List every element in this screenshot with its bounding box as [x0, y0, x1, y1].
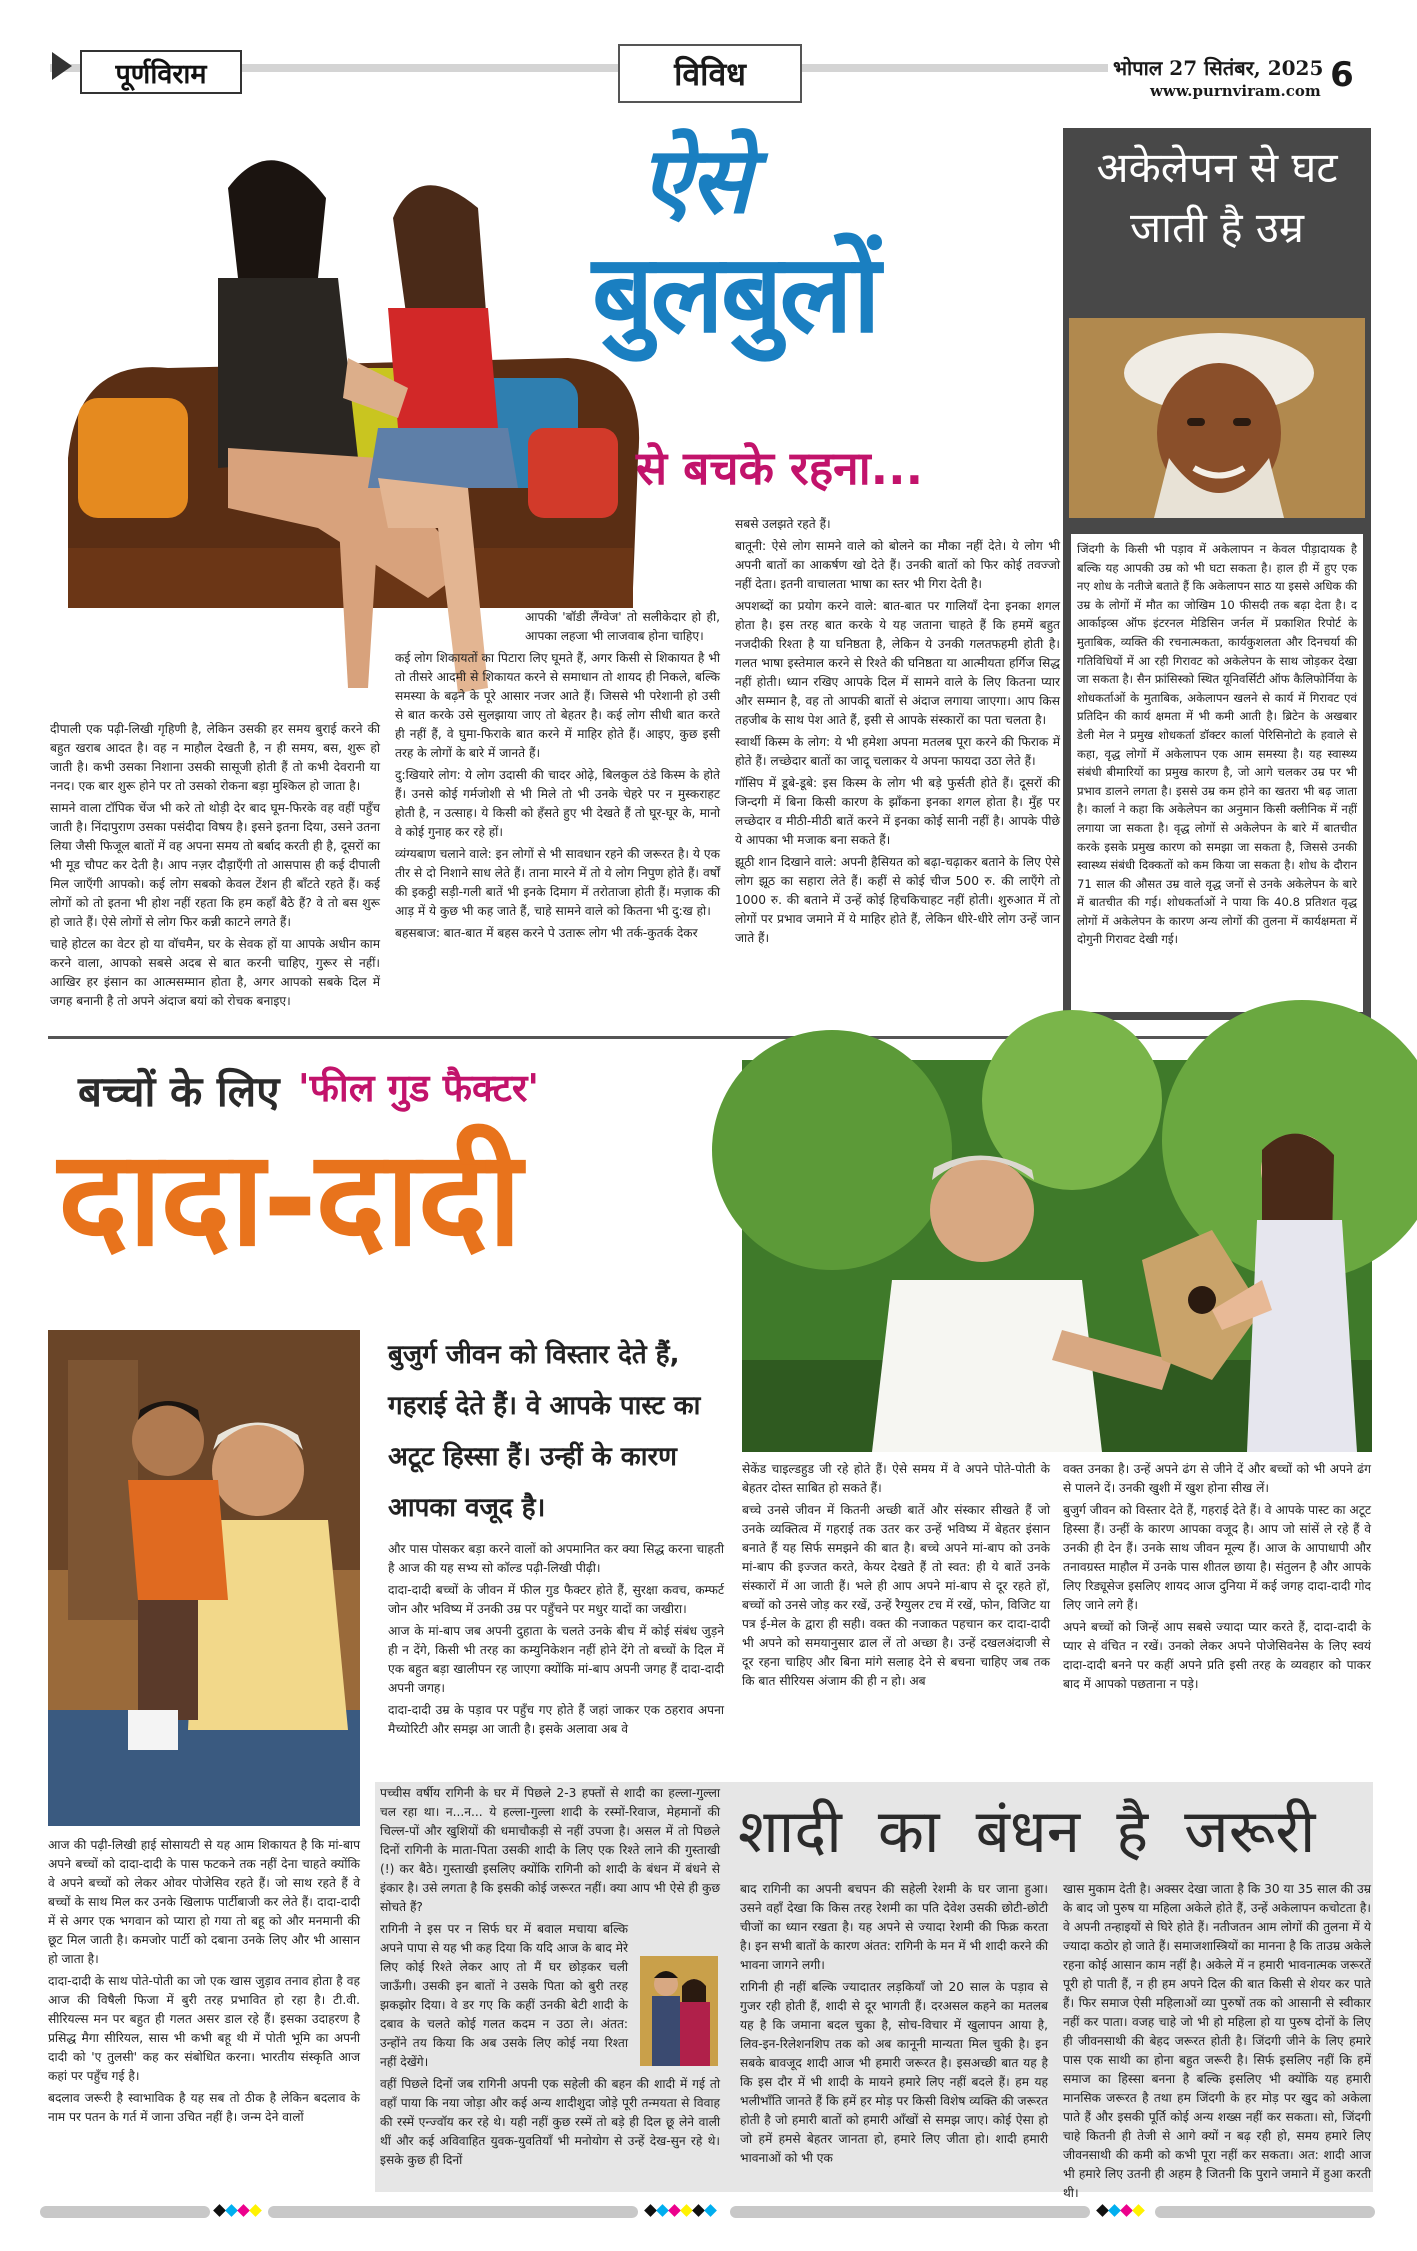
article1-column-3 [735, 515, 1060, 1056]
article4-intro-para: वहीं पिछले दिनों जब रागिनी अपनी एक सहेली की बहन की शादी में गई तो वहाँ पाया कि नया जोड़ा और कई अन्य शादीशुदा जोड़े पूरी तन्मयता से विवाह की रस्में एन्ज्वॉय कर रहे थे। यही नहीं कुछ रस्में तो बड़े ही दिल छू लेने वाली थीं और कई अविवाहित युवक-युवतियाँ भी मनोयोग से उन्हें देख-सुन रहे थे। इसके कुछ ही दिनों [380, 2077, 720, 2167]
article1-col3-para: झूठी शान दिखाने वाले: अपनी हैसियत को बढ़ा-चढ़ाकर बताने के लिए ऐसे लोग झूठ का सहारा लेते हैं। कहीं से कोई चीज 500 रु. की लाएँगे तो 1000 रु. की बताने में उन्हें कोई हिचकिचाहट नहीं होती। शुरुआत में तो लोगों पर प्रभाव जमाने में ये माहिर होते हैं, लेकिन धीरे-धीरे लोग उन्हें जान जाते हैं। [735, 855, 1060, 945]
article1-col2-para: कई लोग शिकायतों का पिटारा लिए घूमते हैं, अगर किसी से शिकायत है भी तो तीसरे आदमी से शिकायत करने से समाधान तो शायद ही निकले, बल्कि समस्या के बढ़ने के पूरे आसार नजर आते हैं। जिससे भी परेशानी हो उसी से बात करके उसे सुलझाया जाए तो बेहतर है। कई लोग सीधी बात करते ही नहीं हैं, वे घुमा-फिराके बात करने में माहिर होते हैं। आइए, कुछ इसी तरह के लोगों के बारे में जानते हैं। [395, 651, 720, 760]
bulbul-title-line2: बुलबुलों [592, 232, 878, 357]
article3-cola-para: और पास पोसकर बड़ा करने वालों को अपमानित कर क्या सिद्ध करना चाहती है आज की यह सभ्य सो कॉल्ड पढ़ी-लिखी पीढ़ी। [388, 1542, 724, 1575]
article3-colb-para: बच्चे उनसे जीवन में कितनी अच्छी बातें और संस्कार सीखते हैं जो उनके व्यक्तित्व में गहराई तक उतर कर उन्हें भविष्य में बेहतर इंसान बनाते हैं यह सिर्फ समझने की बात है। बच्चे अपने मां-बाप को उनके मां-बाप की इज्जत करते, केयर देखते हैं तो स्वत: ही ये बातें उनके संस्कारों में आ जाती हैं। भले ही आप अपने मां-बाप से दूर रहते हों, बच्चों को उनसे जोड़ कर रखें, उन्हें रैग्युलर टच में रखें, फोन, विजिट या पत्र ई-मेल के द्वारा ही सही। वक्त की नजाकत पहचान कर दादा-दादी भी अपने को समयानुसार ढाल लें तो अच्छा है। उन्हें दखलअंदाजी से दूर रहना चाहिए और बिना मांगे सलाह देने से बचना चाहिए जब तक कि बात सीरियस अंजाम की ही न हो। अब [742, 1503, 1050, 1688]
article1-col2-para: व्यंग्यबाण चलाने वाले: इन लोगों से भी सावधान रहने की जरूरत है। ये एक तीर से दो निशाने साध लेते हैं। ताना मारने में तो ये लोग निपुण होते हैं। वर्षों की इकट्ठी सड़ी-गली बातें भी इनके दिमाग में तरोताजा होती हैं। मज़ाक की आड़ में ये कुछ भी कह जाते हैं, चाहे सामने वाले को कितना भी दु:ख हो। [395, 847, 720, 918]
article3-column-left [48, 1836, 360, 2192]
article1-column-1 [50, 720, 380, 1056]
marriage-title: शादी का बंधन है जरूरी [738, 1797, 1316, 1867]
article3-colc-para: अपने बच्चों को जिन्हें आप सबसे ज्यादा प्यार करते हैं, दादा-दादी के प्यार से वंचित न रखें। उनको लेकर अपने पोजेसिवनेस के लिए स्वयं दादा-दादी बनने पर कहीं अपने प्रति इसी तरह के व्यवहार को पाकर बाद में आपको पछताना न पड़े। [1063, 1620, 1371, 1691]
article1-col2-para: आपकी 'बॉडी लैंग्वेज' तो सलीकेदार हो ही, आपका लहजा भी लाजवाब होना चाहिए। [525, 610, 720, 643]
article1-col1-para: सामने वाला टॉपिक चेंज भी करे तो थोड़ी देर बाद घूम-फिरके वह वहीं पहुँच जाती है। निंदापुराण उसका पसंदीदा विषय है। इसने इतना दिया, उसने उतना लिया जैसी फिजूल बातों में वह अपना समय तो बर्बाद करती ही है, दूसरों का भी मूड चौपट कर देती है। आप नज़र दौड़ाएँगी तो आसपास ही कई दीपाली मिल जाएँगी आपको। कई लोग सबको केवल टेंशन ही बाँटते रहते हैं। कई लोगों को तो इतना भी होश नहीं रहता कि हम कहाँ बैठे हैं? वे तो बस शुरू हो जाते हैं। ऐसे लोगों से लोग फिर कन्नी काटने लगते हैं। [50, 801, 380, 929]
grandparents-pretitle: बच्चों के लिए [78, 1067, 280, 1116]
article3-colleft-para: आज की पढ़ी-लिखी हाई सोसायटी से यह आम शिकायत है कि मां-बाप अपने बच्चों को दादा-दादी के पास फटकने तक नहीं देना चाहते क्योंकि वे अपने बच्चों को लेकर ओवर पोजेसिव रहते हैं। जो साथ रहते हैं वे बच्चों के साथ मिल कर उनके खिलाफ पार्टीबाजी कर लेते हैं। दादा-दादी में से अगर एक भगवान को प्यारा हो गया तो बहू को और मनमानी की छूट मिल जाती है। कमजोर पार्टी को दबाना उनके लिए और भी आसान हो जाता है। [48, 1838, 360, 1966]
article4-colc-para: खास मुकाम देती है। अक्सर देखा जाता है कि 30 या 35 साल की उम्र के बाद जो पुरुष या महिला अकेले होते हैं, उन्हें अकेलापन कचोटता है। वे अपनी तन्हाइयों से घिरे होते हैं। नतीजतन आम लोगों की तुलना में ये ज्यादा कठोर हो जाते हैं। समाजशास्त्रियों का मानना है कि ताउम्र अकेले रहना कोई आसान काम नहीं है। अकेले में न हमारी भावनात्मक जरूरतें पूरी हो पाती हैं, न ही हम अपने दिल की बात किसी से शेयर कर पाते हैं। फिर समाज ऐसी महिलाओं व्या पुरुषों तक को आसानी से स्वीकार नहीं कर पाता। वजह चाहे जो भी हो महिला हो या पुरुष दोनों के लिए ही जीवनसाथी की बेहद जरूरत होती है। जिंदगी जीने के लिए हमारे पास एक साथी का होना बहुत जरूरी है। सिर्फ इसलिए नहीं कि हमें समाज का हिस्सा बनना है बल्कि इसलिए भी क्योंकि यह हमारी मानसिक जरूरत है तथा हम जिंदगी के हर मोड़ पर खुद को अकेला पाते हैं और इसकी पूर्ति कोई अन्य शख्स नहीं कर सकता। सो, जिंदगी चाहे कितनी ही तेजी से आगे क्यों न बढ़ रही हो, समय हमारे लिए जीवनसाथी की कमी को कभी पूरा नहीं कर सकता। अत: शादी आज भी हमारे लिए उतनी ही अहम है जितनी कि पुराने जमाने में हुआ करती थी। [1063, 1882, 1371, 2200]
article1-col1-para: चाहे होटल का वेटर हो या वॉचमैन, घर के सेवक हों या आपके अधीन काम करने वाला, आपको सबसे अदब से बात करनी चाहिए, गुरूर से नहीं। आखिर हर इंसान का आत्मसम्मान होता है, अगर आपको सबके दिल में जगह बनानी है तो अपने अंदाज बयां को रोचक बनाइए। [50, 937, 380, 1008]
article3-cola-para: आज के मां-बाप जब अपनी दुहाता के चलते उनके बीच में कोई संबंध जुड़ने ही न देंगे, किसी भी तरह का कम्युनिकेशन नहीं होने देंगे तो बच्चों के दिल में एक बहुत बड़ा खालीपन रह जाएगा क्योंकि मां-बाप अपनी जगह हैं दादा-दादी अपनी जगह। [388, 1624, 724, 1695]
article1-col2-para: बहसबाज: बात-बात में बहस करने पे उतारू लोग भी तर्क-कुतर्क देकर [395, 926, 698, 940]
article1-col3-para: गॉसिप में डूबे-डूबे: इस किस्म के लोग भी बड़े फुर्सती होते हैं। दूसरों की जिन्दगी में बिना किसी कारण के झाँकना इनका शगल होता है। मुँह पर लच्छेदार व मीठी-मीठी बातें करने में इनका कोई सानी नहीं है। आपके पीछे ये आपका भी मजाक बना सकते हैं। [735, 776, 1060, 847]
masthead-logo[interactable]: पूर्णविराम [80, 50, 242, 94]
article4-colb-para: रागिनी ही नहीं बल्कि ज्यादातर लड़कियाँ जो 20 साल के पड़ाव से गुजर रही होती हैं, शादी से दूर भागती हैं। दरअसल कहने का मतलब यह है कि जमाना बदल चुका है, सोच-विचार में खुलापन आया है, लिव-इन-रिलेशनशिप तक को अब कानूनी मान्यता मिल चुकी है। इन सबके बावजूद शादी आज भी हमारी जरूरत है। इसअच्छी बात यह है कि इस दौर में भी शादी के मायने हमारे लिए नहीं बदले हैं। हम यह भलीभाँति जानते हैं कि हमें हर मोड़ पर किसी विशेष व्यक्ति की जरूरत होती है जो हमारी बातों को हमारी आँखों से समझ जाए। कोई ऐसा हो जो हमें हमसे बेहतर जानता हो, हमारे लिए जीता हो। शादी हमारी भावनाओं को भी एक [740, 1980, 1048, 2165]
registration-marks [1098, 2204, 1146, 2218]
footer-bar [268, 2206, 638, 2218]
article3-column-b [742, 1460, 1050, 1778]
section-divider [48, 1036, 1373, 1039]
article1-col3-para: अपशब्दों का प्रयोग करने वाले: बात-बात पर गालियाँ देना इनका शगल होता है। इस तरह बात करके ये यह जताना चाहते हैं कि हममें बहुत नजदीकी रिश्ता है या घनिष्ठता है, लेकिन ये उनकी गलतफहमी होती है। गलत भाषा इस्तेमाल करने से रिश्ते की घनिष्ठता या आत्मीयता हर्गिज सिद्ध नहीं होती। ध्यान रखिए आपके दिल में सामने वाले के लिए कितना प्यार और सम्मान है, वह तो आपकी बातों से अंदाज लगाया जाएगा। आप किस तहजीब के साथ पेश आते हैं, इसी से आपके संस्कारों का पता चलता है। [735, 599, 1060, 727]
article3-colleft-para: बदलाव जरूरी है स्वाभाविक है यह सब तो ठीक है लेकिन बदलाव के नाम पर पतन के गर्त में जाना उचित नहीं है। जन्म देने वालों [48, 2091, 360, 2124]
article3-column-c [1063, 1460, 1371, 1778]
article3-cola-para: दादा-दादी बच्चों के जीवन में फील गुड फैक्टर होते हैं, सुरक्षा कवच, कम्फर्ट जोन और भविष्य में उनकी उम्र पर पहुँचने पर मधुर यादों का जखीरा। [388, 1583, 724, 1616]
article3-colleft-para: दादा-दादी के साथ पोते-पोती का जो एक खास जुड़ाव तनाव होता है वह आज की विषैली फिजा में बुरी तरह प्रभावित हो रहा है। टी.वी. सीरियल्स मन पर बहुत ही गलत असर डाल रहे हैं। इसका उदाहरण है प्रसिद्ध मैगा सीरियल, सास भी कभी बहू थी में पोती भूमि का अपनी दादी को 'ए तुलसी' कह कर संबोधित करना। भारतीय संस्कृति आज कहां पर पहुँच गई है। [48, 1974, 360, 2083]
loneliness-title: अकेलेपन से घट जाती है उम्र [1096, 143, 1338, 252]
edition-date: भोपाल 27 सितंबर, 2025 [1113, 56, 1324, 80]
masthead-ornament-icon [52, 52, 72, 80]
article4-colb-para: बाद रागिनी का अपनी बचपन की सहेली रेशमी के घर जाना हुआ। उसने वहाँ देखा कि किस तरह रेशमी का पति देवेश उसकी छोटी-छोटी चीजों का ध्यान रखता है। यह अपने से ज्यादा रेशमी की फिक्र करता है। इन सभी बातों के कारण अंतत: रागिनी के मन में भी शादी करने की भावना जागने लगी। [740, 1882, 1048, 1972]
old-man-portrait-photo [1069, 318, 1365, 518]
article1-col1-para: दीपाली एक पढ़ी-लिखी गृहिणी है, लेकिन उसकी हर समय बुराई करने की बहुत खराब आदत है। वह न माहौल देखती है, न ही समय, बस, शुरू हो जाती है। कभी उसका निशाना उसकी सासूजी होती हैं तो कभी देवरानी या ननद। एक बार शुरू होने पर तो उसको रोकना बड़ा मुश्किल हो जाता है। [50, 722, 380, 793]
article3-colb-para: सेकेंड चाइल्डहुड जी रहे होते हैं। ऐसे समय में वे अपने पोते-पोती के बेहतर दोस्त साबित हो सकते हैं। [742, 1462, 1050, 1495]
site-url[interactable]: www.purnviram.com [1150, 82, 1321, 100]
grandparents-pullquote: बुजुर्ग जीवन को विस्तार देते हैं, गहराई देते हैं। वे आपके पास्ट का अटूट हिस्सा हैं। उन्हीं के कारण आपका वजूद है। [388, 1340, 701, 1523]
grandparents-tag: 'फील गुड फैक्टर' [298, 1065, 540, 1110]
grandparents-title: दादा-दादी [58, 1122, 520, 1276]
footer-bar [1155, 2206, 1375, 2218]
article4-intro-para: पच्चीस वर्षीय रागिनी के घर में पिछले 2-3 हफ्तों से शादी का हल्ला-गुल्ला चल रहा था। न...न... ये हल्ला-गुल्ला शादी के रस्मों-रिवाज, मेहमानों की चिल्ल-पों और खुशियों की धमाचौकड़ी से नहीं उपजा है। असल में तो पिछले दिनों रागिनी के माता-पिता उसकी शादी के लिए एक रिश्ते लाने की गुस्ताखी (!) कर बैठे। गुस्ताखी इसलिए क्योंकि रागिनी को शादी के बंधन में बंधने से इंकार है। उसे लगता है कि इसकी कोई जरूरत नहीं। क्या आप भी ऐसे ही कुछ सोचते हैं? [380, 1786, 720, 1914]
page-number: 6 [1330, 55, 1354, 95]
loneliness-box [1063, 128, 1371, 1020]
footer-bar [730, 2206, 1090, 2218]
article1-col2-para: दु:खियारे लोग: ये लोग उदासी की चादर ओढ़े, बिलकुल ठंडे किस्म के होते हैं। उनसे कोई गर्मजोशी से भी मिले तो भी उनके चेहरे पर न मुस्कराहट होती है, न उत्साह। ये किसी को हँसते हुए भी देखते हैं तो घूर-घूर के, मानो वे कोई गुनाह कर रहे हों। [395, 768, 720, 839]
loneliness-body: जिंदगी के किसी भी पड़ाव में अकेलापन न केवल पीड़ादायक है बल्कि यह आपकी उम्र को भी घटा सकता है। हाल ही में हुए एक नए शोध के नतीजे बताते हैं कि अकेलापन साठ या इससे अधिक की उम्र के लोगों में मौत का जोखिम 10 फीसदी तक बढ़ा देता है। द आर्काइव्स ऑफ इंटरनल मेडिसिन जर्नल में प्रकाशित रिपोर्ट के मुताबिक, व्यक्ति की रचनात्मकता, कार्यकुशलता और दिनचर्या की गतिविधियों में आ रही गिरावट को अकेलेपन के साथ जोड़कर देखा जा सकता है। सैन फ्रांसिस्को स्थित यूनिवर्सिटी ऑफ कैलिफोर्निया के शोधकर्ताओं के मुताबिक, अकेलापन खलने से कार्य में गिरावट एवं प्रतिदिन की कार्य क्षमता में भी कमी आती है। ब्रिटेन के अखबार डेली मेल ने प्रमुख शोधकर्ता डॉक्टर कार्ला पेरिसिनोटो के हवाले से कहा, वृद्ध लोगों में अकेलापन एक आम समस्या है। यह स्वास्थ्य संबंधी बीमारियों का प्रमुख कारण है, जो आगे चलकर उम्र पर भी प्रभाव डालने लगता है। इससे उम्र कम होने का खतरा भी बढ़ जाता है। कार्ला ने कहा कि अकेलेपन का अनुमान किसी क्लीनिक में नहीं लगाया जा सकता है। वृद्ध लोगों से अकेलेपन के बारे में बातचीत करके इसके प्रमुख कारण को समझा जा सकता है, जिससे उनकी स्वास्थ्य संबंधी दिक्कतों को कम किया जा सकता है। शोध के दौरान 71 साल की औसत उम्र वाले वृद्ध जनों से उनके अकेलेपन के बारे में बातचीत की गई। शोधकर्ताओं ने पाया कि 40.8 प्रतिशत वृद्ध लोगों में अकेलेपन के कारण अन्य लोगों की तुलना में कार्यक्षमता में दोगुनी गिरावट देखी गई। [1071, 534, 1363, 1012]
article4-intro-para: रागिनी ने इस पर न सिर्फ घर में बवाल मचाया बल्कि अपने पापा से यह भी कह दिया कि यदि आज के बाद मेरे लिए कोई रिश्ते लेकर आए तो मैं घर छोड़कर चली जाऊँगी। उसकी इन बातों ने उसके पिता को बुरी तरह झकझोर दिया। वे डर गए कि कहीं उनकी बेटी शादी के दबाव के चलते कोई गलत कदम न उठा ले। अंतत: उन्होंने तय किया कि अब उसके लिए कोई नया रिश्ता नहीं देखेंगे। [380, 1922, 628, 2069]
article3-cola-para: दादा-दादी उम्र के पड़ाव पर पहुँच गए होते हैं जहां जाकर एक ठहराव अपना मैच्योरिटी और समझ आ जाती है। इसके अलावा अब वे [388, 1703, 724, 1736]
article1-col3-para: बातूनी: ऐसे लोग सामने वाले को बोलने का मौका नहीं देते। ये लोग भी अपनी बातों का आकर्षण खो देते हैं। उनकी बातों को फिर कोई तवज्जो नहीं देता। इतनी वाचालता भाषा का स्तर भी गिरा देती है। [735, 539, 1060, 591]
article3-colc-para: वक्त उनका है। उन्हें अपने ढंग से जीने दें और बच्चों को भी अपने ढंग से पालने दें। उनकी खुशी में खुश होना सीख लें। [1063, 1462, 1371, 1495]
section-title: विविध [618, 44, 802, 103]
bulbul-title-line3: से बचके रहना... [636, 441, 924, 495]
article4-column-c [1063, 1880, 1371, 2200]
footer-bar [40, 2206, 210, 2218]
wedding-couple-photo [640, 1956, 718, 2066]
article1-col3-para: स्वार्थी किस्म के लोग: ये भी हमेशा अपना मतलब पूरा करने की फिराक में होते हैं। लच्छेदार बातों का जादू चलाकर ये अपना फायदा उठा लेते हैं। [735, 735, 1060, 768]
bulbul-title-line1: ऐसे [640, 126, 750, 234]
article3-colc-para: बुजुर्ग जीवन को विस्तार देते हैं, गहराई देते हैं। वे आपके पास्ट का अटूट हिस्सा हैं। उन्हीं के कारण आपका वजूद है। आप जो सांसें ले रहे हैं वे उनकी ही देन हैं। उनके साथ जीवन मूल्य हैं। आज के आपाधापी और तनावग्रस्त माहौल में उनके पास शीतल छाया है। संतुलन है और आपके लिए रिड्यूसेज इसलिए शायद आज दुनिया में कई जगह दादा-दादी गोद लिए जाने लगे हैं। [1063, 1503, 1371, 1612]
registration-marks [215, 2204, 263, 2218]
masthead-rule-right [798, 64, 1108, 72]
article4-column-b [740, 1880, 1048, 2192]
grandfather-girl-birdhouse-photo [742, 1060, 1372, 1452]
grandfather-boy-photo [48, 1330, 360, 1826]
article3-column-a [388, 1540, 724, 1780]
article1-col3-para: सबसे उलझते रहते हैं। [735, 517, 831, 531]
registration-marks [646, 2204, 718, 2218]
article1-column-2 [395, 608, 720, 1056]
